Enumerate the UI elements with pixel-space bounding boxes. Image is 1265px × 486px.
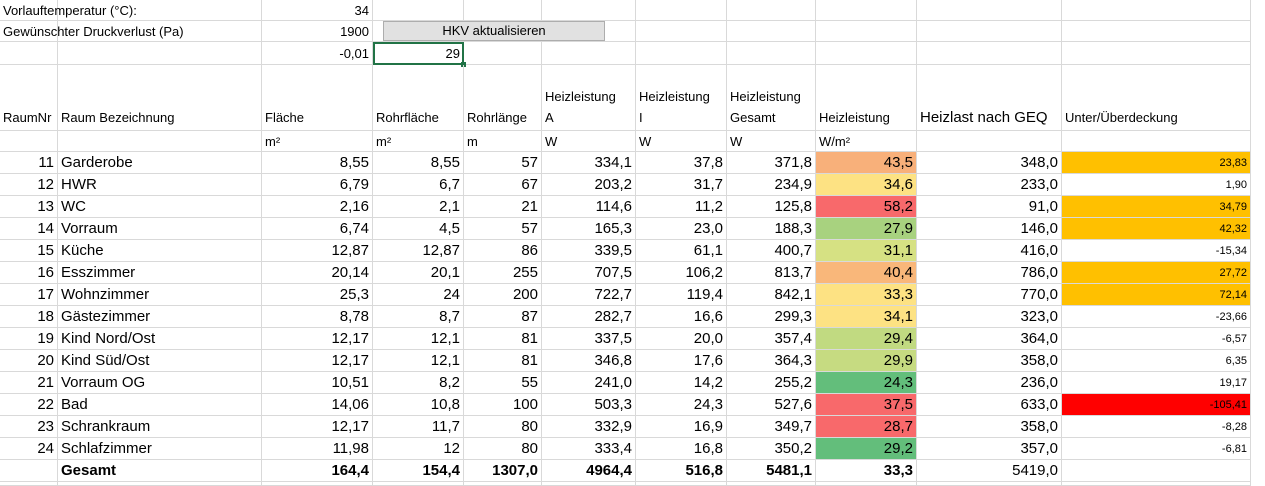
- raum-name-cell[interactable]: Vorraum: [58, 218, 262, 240]
- deckung-cell[interactable]: 42,32: [1062, 218, 1251, 240]
- heizleistung-gesamt-cell[interactable]: 813,7: [727, 262, 816, 284]
- rohrlaenge-cell[interactable]: 81: [464, 328, 542, 350]
- heizleistung-gesamt-cell[interactable]: 842,1: [727, 284, 816, 306]
- header-bezeichnung[interactable]: [58, 65, 262, 131]
- header-raumnr[interactable]: [0, 65, 58, 131]
- heizleistung-wm2-cell[interactable]: 58,2: [816, 196, 917, 218]
- hkv-update-button[interactable]: HKV aktualisieren: [383, 21, 605, 41]
- header-rohrflaeche-line1: Rohrfläche: [376, 110, 439, 125]
- empty-cell[interactable]: [727, 21, 816, 42]
- rohrflaeche-cell[interactable]: 11,7: [373, 416, 464, 438]
- empty-cell[interactable]: [636, 0, 727, 21]
- empty-cell[interactable]: [58, 42, 262, 65]
- heizleistung-a-cell[interactable]: 503,3: [542, 394, 636, 416]
- empty-cell[interactable]: [1062, 0, 1251, 21]
- unit-rohrlaenge[interactable]: m: [464, 131, 542, 152]
- empty-cell[interactable]: [464, 482, 542, 486]
- heizleistung-i-cell[interactable]: 119,4: [636, 284, 727, 306]
- empty-cell[interactable]: [1062, 21, 1251, 42]
- heizlast-cell[interactable]: 358,0: [917, 416, 1062, 438]
- rohrlaenge-cell[interactable]: 100: [464, 394, 542, 416]
- heizleistung-wm2-cell[interactable]: 28,7: [816, 416, 917, 438]
- empty-cell[interactable]: [0, 131, 58, 152]
- deckung-cell[interactable]: 72,14: [1062, 284, 1251, 306]
- heizleistung-wm2-cell[interactable]: 29,4: [816, 328, 917, 350]
- empty-cell[interactable]: [727, 0, 816, 21]
- flaeche-cell[interactable]: 12,87: [262, 240, 373, 262]
- heizleistung-i-cell[interactable]: 31,7: [636, 174, 727, 196]
- deckung-cell[interactable]: -15,34: [1062, 240, 1251, 262]
- flaeche-cell[interactable]: 11,98: [262, 438, 373, 460]
- empty-cell[interactable]: [636, 42, 727, 65]
- empty-cell[interactable]: [816, 21, 917, 42]
- heizleistung-gesamt-cell[interactable]: 125,8: [727, 196, 816, 218]
- header-heizlast[interactable]: [917, 65, 1062, 131]
- heizleistung-gesamt-cell[interactable]: 357,4: [727, 328, 816, 350]
- header-rohrlaenge-line1: Rohrlänge: [467, 110, 527, 125]
- heizlast-cell[interactable]: 146,0: [917, 218, 1062, 240]
- heizleistung-i-cell[interactable]: 23,0: [636, 218, 727, 240]
- rohrflaeche-cell[interactable]: 24: [373, 284, 464, 306]
- flaeche-cell[interactable]: 14,06: [262, 394, 373, 416]
- rohrlaenge-cell[interactable]: 67: [464, 174, 542, 196]
- druck-label[interactable]: Gewünschter Druckverlust (Pa): [0, 21, 262, 42]
- rohrlaenge-cell[interactable]: 57: [464, 152, 542, 174]
- raum-name-cell[interactable]: Schlafzimmer: [58, 438, 262, 460]
- empty-cell[interactable]: [917, 482, 1062, 486]
- heizleistung-a-cell[interactable]: 241,0: [542, 372, 636, 394]
- raumnr-cell[interactable]: 22: [0, 394, 58, 416]
- header-flaeche[interactable]: [262, 65, 373, 131]
- empty-cell[interactable]: [373, 482, 464, 486]
- empty-cell[interactable]: [1062, 460, 1251, 482]
- empty-cell[interactable]: [636, 21, 727, 42]
- total-rohrlaenge[interactable]: 1307,0: [464, 460, 542, 482]
- raumnr-cell[interactable]: 21: [0, 372, 58, 394]
- heizleistung-gesamt-cell[interactable]: 299,3: [727, 306, 816, 328]
- heizleistung-gesamt-cell[interactable]: 255,2: [727, 372, 816, 394]
- header-deckung-line1: Unter/Überdeckung: [1065, 110, 1178, 125]
- heizleistung-wm2-cell[interactable]: 31,1: [816, 240, 917, 262]
- rohrlaenge-cell[interactable]: 87: [464, 306, 542, 328]
- header-heizleistung-wm2[interactable]: [816, 65, 917, 131]
- empty-cell[interactable]: [917, 131, 1062, 152]
- empty-cell[interactable]: [373, 0, 464, 21]
- heizleistung-wm2-cell[interactable]: 34,6: [816, 174, 917, 196]
- rohrflaeche-cell[interactable]: 8,55: [373, 152, 464, 174]
- empty-cell[interactable]: [636, 482, 727, 486]
- heizleistung-wm2-cell[interactable]: 40,4: [816, 262, 917, 284]
- heizlast-cell[interactable]: 233,0: [917, 174, 1062, 196]
- header-rohrlaenge[interactable]: [464, 65, 542, 131]
- empty-cell[interactable]: [542, 482, 636, 486]
- raum-name-cell[interactable]: Bad: [58, 394, 262, 416]
- heizleistung-i-cell[interactable]: 37,8: [636, 152, 727, 174]
- empty-cell[interactable]: [58, 131, 262, 152]
- header-heizleistung-i-line1: Heizleistung: [639, 89, 710, 104]
- empty-cell[interactable]: [816, 0, 917, 21]
- empty-cell[interactable]: [1062, 131, 1251, 152]
- total-heizleistung-a[interactable]: 4964,4: [542, 460, 636, 482]
- heizlast-cell[interactable]: 416,0: [917, 240, 1062, 262]
- header-heizleistung-gesamt[interactable]: [727, 65, 816, 131]
- unit-rohrflaeche[interactable]: m²: [373, 131, 464, 152]
- rohrlaenge-cell[interactable]: 57: [464, 218, 542, 240]
- total-heizlast[interactable]: 5419,0: [917, 460, 1062, 482]
- unit-hl_wm2[interactable]: W/m²: [816, 131, 917, 152]
- heizlast-cell[interactable]: 358,0: [917, 350, 1062, 372]
- empty-cell[interactable]: [917, 42, 1062, 65]
- heizleistung-a-cell[interactable]: 114,6: [542, 196, 636, 218]
- rohrflaeche-cell[interactable]: 6,7: [373, 174, 464, 196]
- flaeche-cell[interactable]: 10,51: [262, 372, 373, 394]
- unit-hl_g[interactable]: W: [727, 131, 816, 152]
- raumnr-cell[interactable]: 15: [0, 240, 58, 262]
- rohrflaeche-cell[interactable]: 4,5: [373, 218, 464, 240]
- rohrlaenge-cell[interactable]: 255: [464, 262, 542, 284]
- heizleistung-wm2-cell[interactable]: 29,9: [816, 350, 917, 372]
- heizleistung-wm2-cell[interactable]: 43,5: [816, 152, 917, 174]
- heizlast-cell[interactable]: 357,0: [917, 438, 1062, 460]
- unit-hl_i[interactable]: W: [636, 131, 727, 152]
- header-flaeche-line1: Fläche: [265, 110, 305, 125]
- raumnr-cell[interactable]: 23: [0, 416, 58, 438]
- raumnr-cell[interactable]: 24: [0, 438, 58, 460]
- druck-value[interactable]: 1900: [262, 21, 373, 42]
- heizleistung-wm2-cell[interactable]: 27,9: [816, 218, 917, 240]
- header-bezeichnung-line1: Raum Bezeichnung: [61, 110, 175, 125]
- heizlast-cell[interactable]: 770,0: [917, 284, 1062, 306]
- heizlast-cell[interactable]: 633,0: [917, 394, 1062, 416]
- raumnr-cell[interactable]: 18: [0, 306, 58, 328]
- deckung-cell[interactable]: -8,28: [1062, 416, 1251, 438]
- deckung-cell[interactable]: 1,90: [1062, 174, 1251, 196]
- selected-cell[interactable]: 29: [373, 42, 464, 65]
- header-heizleistung-wm2-line1: Heizleistung: [819, 110, 890, 125]
- rohrflaeche-cell[interactable]: 8,2: [373, 372, 464, 394]
- deckung-cell[interactable]: -6,81: [1062, 438, 1251, 460]
- rohrlaenge-cell[interactable]: 86: [464, 240, 542, 262]
- heizleistung-gesamt-cell[interactable]: 188,3: [727, 218, 816, 240]
- heizleistung-a-cell[interactable]: 339,5: [542, 240, 636, 262]
- total-flaeche[interactable]: 164,4: [262, 460, 373, 482]
- heizleistung-a-cell[interactable]: 346,8: [542, 350, 636, 372]
- flaeche-cell[interactable]: 25,3: [262, 284, 373, 306]
- header-raumnr-line1: RaumNr: [3, 110, 52, 125]
- empty-cell[interactable]: [542, 0, 636, 21]
- heizleistung-wm2-cell[interactable]: 34,1: [816, 306, 917, 328]
- total-heizleistung-i[interactable]: 516,8: [636, 460, 727, 482]
- flaeche-cell[interactable]: 20,14: [262, 262, 373, 284]
- header-heizleistung-a-line1: Heizleistung: [545, 89, 616, 104]
- deckung-cell[interactable]: 34,79: [1062, 196, 1251, 218]
- flaeche-cell[interactable]: 12,17: [262, 416, 373, 438]
- raum-name-cell[interactable]: Esszimmer: [58, 262, 262, 284]
- heizleistung-i-cell[interactable]: 16,6: [636, 306, 727, 328]
- flaeche-cell[interactable]: 8,55: [262, 152, 373, 174]
- empty-cell[interactable]: [464, 0, 542, 21]
- heizleistung-a-cell[interactable]: 165,3: [542, 218, 636, 240]
- empty-cell[interactable]: [0, 482, 58, 486]
- raum-name-cell[interactable]: Schrankraum: [58, 416, 262, 438]
- rohrflaeche-cell[interactable]: 20,1: [373, 262, 464, 284]
- flaeche-cell[interactable]: 8,78: [262, 306, 373, 328]
- rohrflaeche-cell[interactable]: 12,1: [373, 350, 464, 372]
- empty-cell[interactable]: [464, 42, 542, 65]
- deckung-cell[interactable]: 27,72: [1062, 262, 1251, 284]
- heizlast-cell[interactable]: 348,0: [917, 152, 1062, 174]
- header-heizleistung-gesamt-line2: Gesamt: [730, 110, 776, 125]
- heizleistung-wm2-cell[interactable]: 33,3: [816, 284, 917, 306]
- heizleistung-i-cell[interactable]: 16,9: [636, 416, 727, 438]
- heizleistung-a-cell[interactable]: 282,7: [542, 306, 636, 328]
- rohrlaenge-cell[interactable]: 200: [464, 284, 542, 306]
- heizleistung-i-cell[interactable]: 17,6: [636, 350, 727, 372]
- raumnr-cell[interactable]: 12: [0, 174, 58, 196]
- heizleistung-a-cell[interactable]: 337,5: [542, 328, 636, 350]
- flaeche-cell[interactable]: 12,17: [262, 328, 373, 350]
- deckung-cell[interactable]: -23,66: [1062, 306, 1251, 328]
- empty-cell[interactable]: [1062, 42, 1251, 65]
- rohrlaenge-cell[interactable]: 81: [464, 350, 542, 372]
- total-heizleistung-gesamt[interactable]: 5481,1: [727, 460, 816, 482]
- empty-cell[interactable]: [262, 482, 373, 486]
- heizleistung-wm2-cell[interactable]: 37,5: [816, 394, 917, 416]
- heizleistung-i-cell[interactable]: 11,2: [636, 196, 727, 218]
- empty-cell[interactable]: [727, 42, 816, 65]
- raum-name-cell[interactable]: Kind Nord/Ost: [58, 328, 262, 350]
- heizleistung-i-cell[interactable]: 24,3: [636, 394, 727, 416]
- heizleistung-gesamt-cell[interactable]: 400,7: [727, 240, 816, 262]
- rohrflaeche-cell[interactable]: 12,1: [373, 328, 464, 350]
- unit-flaeche[interactable]: m²: [262, 131, 373, 152]
- header-heizlast-line1: Heizlast nach GEQ: [920, 109, 1048, 126]
- header-heizleistung-gesamt-line1: Heizleistung: [730, 89, 801, 104]
- heizleistung-wm2-cell[interactable]: 29,2: [816, 438, 917, 460]
- flaeche-cell[interactable]: 12,17: [262, 350, 373, 372]
- rohrlaenge-cell[interactable]: 80: [464, 416, 542, 438]
- rohrlaenge-cell[interactable]: 21: [464, 196, 542, 218]
- rohrflaeche-cell[interactable]: 8,7: [373, 306, 464, 328]
- empty-cell[interactable]: [1062, 482, 1251, 486]
- heizleistung-gesamt-cell[interactable]: 350,2: [727, 438, 816, 460]
- heizleistung-i-cell[interactable]: 61,1: [636, 240, 727, 262]
- heizlast-cell[interactable]: 786,0: [917, 262, 1062, 284]
- raum-name-cell[interactable]: Wohnzimmer: [58, 284, 262, 306]
- unit-hl_a[interactable]: W: [542, 131, 636, 152]
- raumnr-cell[interactable]: 17: [0, 284, 58, 306]
- raum-name-cell[interactable]: HWR: [58, 174, 262, 196]
- empty-cell[interactable]: [917, 21, 1062, 42]
- empty-cell[interactable]: [727, 482, 816, 486]
- raum-name-cell[interactable]: Vorraum OG: [58, 372, 262, 394]
- deckung-cell[interactable]: -6,57: [1062, 328, 1251, 350]
- vorlauf-value[interactable]: 34: [262, 0, 373, 21]
- raumnr-cell[interactable]: 11: [0, 152, 58, 174]
- vorlauf-label[interactable]: Vorlauftemperatur (°C):: [0, 0, 262, 21]
- rohrflaeche-cell[interactable]: 10,8: [373, 394, 464, 416]
- deckung-cell[interactable]: 6,35: [1062, 350, 1251, 372]
- heizleistung-wm2-cell[interactable]: 24,3: [816, 372, 917, 394]
- empty-cell[interactable]: [917, 0, 1062, 21]
- deckung-cell[interactable]: 23,83: [1062, 152, 1251, 174]
- heizlast-cell[interactable]: 236,0: [917, 372, 1062, 394]
- heizleistung-a-cell[interactable]: 722,7: [542, 284, 636, 306]
- heizleistung-i-cell[interactable]: 16,8: [636, 438, 727, 460]
- heizleistung-gesamt-cell[interactable]: 234,9: [727, 174, 816, 196]
- rohrflaeche-cell[interactable]: 12,87: [373, 240, 464, 262]
- empty-cell[interactable]: [542, 42, 636, 65]
- flaeche-cell[interactable]: 6,79: [262, 174, 373, 196]
- raumnr-cell[interactable]: 19: [0, 328, 58, 350]
- empty-cell[interactable]: [0, 460, 58, 482]
- raumnr-cell[interactable]: 16: [0, 262, 58, 284]
- total-heizleistung-wm2[interactable]: 33,3: [816, 460, 917, 482]
- empty-cell[interactable]: [816, 482, 917, 486]
- flaeche-cell[interactable]: 2,16: [262, 196, 373, 218]
- deckung-cell[interactable]: -105,41: [1062, 394, 1251, 416]
- flaeche-cell[interactable]: 6,74: [262, 218, 373, 240]
- raum-name-cell[interactable]: Garderobe: [58, 152, 262, 174]
- header-heizleistung-i-line2: I: [639, 110, 643, 125]
- heizleistung-a-cell[interactable]: 333,4: [542, 438, 636, 460]
- raum-name-cell[interactable]: Kind Süd/Ost: [58, 350, 262, 372]
- rohrflaeche-cell[interactable]: 2,1: [373, 196, 464, 218]
- header-deckung[interactable]: [1062, 65, 1251, 131]
- heizleistung-a-cell[interactable]: 203,2: [542, 174, 636, 196]
- raum-name-cell[interactable]: WC: [58, 196, 262, 218]
- rohrlaenge-cell[interactable]: 55: [464, 372, 542, 394]
- empty-cell[interactable]: [58, 482, 262, 486]
- heizleistung-gesamt-cell[interactable]: 371,8: [727, 152, 816, 174]
- heizleistung-a-cell[interactable]: 707,5: [542, 262, 636, 284]
- rohrflaeche-cell[interactable]: 12: [373, 438, 464, 460]
- raum-name-cell[interactable]: Küche: [58, 240, 262, 262]
- raumnr-cell[interactable]: 20: [0, 350, 58, 372]
- heizleistung-a-cell[interactable]: 334,1: [542, 152, 636, 174]
- header-rohrflaeche[interactable]: [373, 65, 464, 131]
- heizleistung-i-cell[interactable]: 106,2: [636, 262, 727, 284]
- heizlast-cell[interactable]: 364,0: [917, 328, 1062, 350]
- deckung-cell[interactable]: 19,17: [1062, 372, 1251, 394]
- total-rohrflaeche[interactable]: 154,4: [373, 460, 464, 482]
- raumnr-cell[interactable]: 13: [0, 196, 58, 218]
- heizleistung-i-cell[interactable]: 14,2: [636, 372, 727, 394]
- raum-name-cell[interactable]: Gästezimmer: [58, 306, 262, 328]
- header-heizleistung-a[interactable]: [542, 65, 636, 131]
- heizlast-cell[interactable]: 323,0: [917, 306, 1062, 328]
- heizleistung-a-cell[interactable]: 332,9: [542, 416, 636, 438]
- empty-cell[interactable]: [0, 42, 58, 65]
- heizleistung-i-cell[interactable]: 20,0: [636, 328, 727, 350]
- heizleistung-gesamt-cell[interactable]: 349,7: [727, 416, 816, 438]
- heizlast-cell[interactable]: 91,0: [917, 196, 1062, 218]
- empty-cell[interactable]: [816, 42, 917, 65]
- total-label[interactable]: Gesamt: [58, 460, 262, 482]
- heizleistung-gesamt-cell[interactable]: 527,6: [727, 394, 816, 416]
- header-heizleistung-i[interactable]: [636, 65, 727, 131]
- heizleistung-gesamt-cell[interactable]: 364,3: [727, 350, 816, 372]
- delta-value[interactable]: -0,01: [262, 42, 373, 65]
- raumnr-cell[interactable]: 14: [0, 218, 58, 240]
- rohrlaenge-cell[interactable]: 80: [464, 438, 542, 460]
- header-heizleistung-a-line2: A: [545, 110, 554, 125]
